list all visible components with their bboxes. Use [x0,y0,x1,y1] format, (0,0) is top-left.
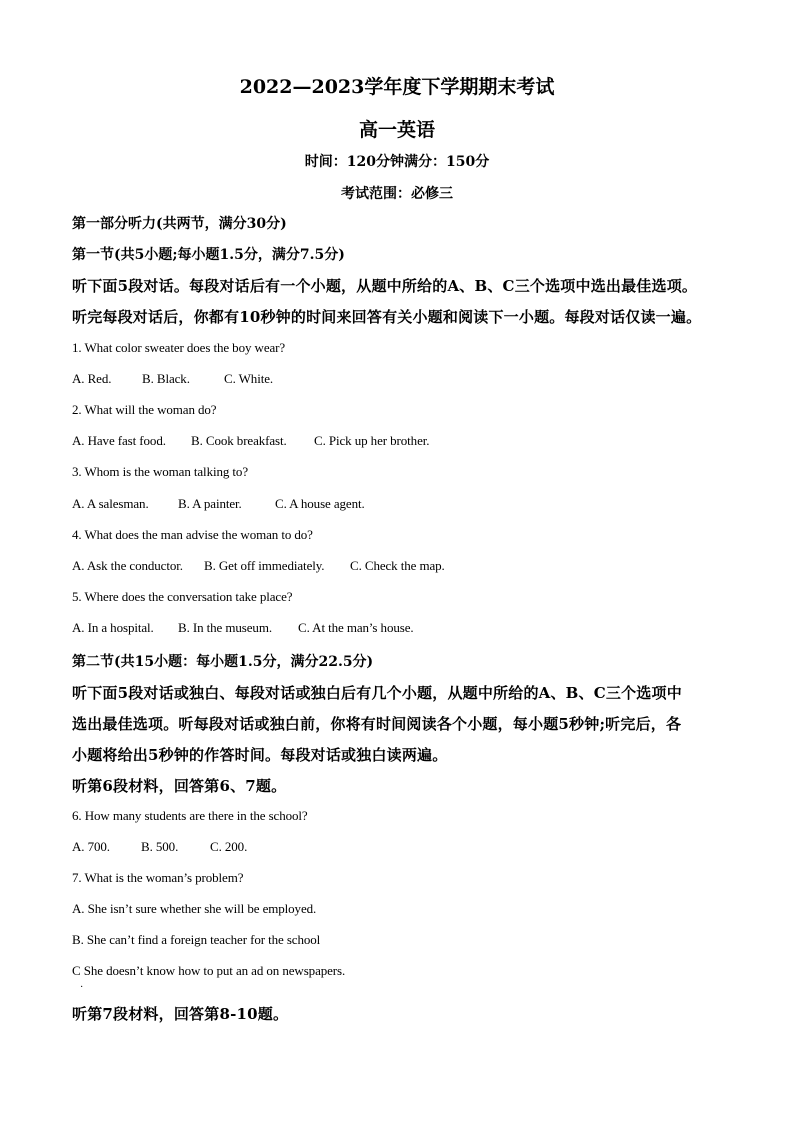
question-stem: 4. What does the man advise the woman to do? [72,527,313,542]
option-c: C. 200. [210,839,248,854]
question-options [72,496,365,512]
exam-scope: 考试范围：必修三 [341,186,453,202]
option-b: B. In the museum. [178,620,272,635]
question-options [72,558,445,574]
question-stem: 6. How many students are there in the school? [72,808,308,823]
question-stem: 7. What is the woman’s problem? [72,870,244,885]
section2-instruction-line3: 小题将给出5秒钟的作答时间。每段对话或独白读两遍。 [72,746,448,764]
option-a: A. A salesman. [72,496,149,511]
section1-instruction-line2: 听完每段对话后，你都有10秒钟的时间来回答有关小题和阅读下一小题。每段对话仅读一遍。 [72,308,702,326]
option-c: C. At the man’s house. [298,620,414,635]
section1-instruction-line1: 听下面5段对话。每段对话后有一个小题，从题中所给的A、B、C三个选项中选出最佳选项。 [72,277,698,295]
exam-title: 2022—2023学年度下学期期末考试 [239,76,555,98]
question-options [72,839,247,855]
material-6-heading: 听第6段材料，回答第6、7题。 [72,777,287,795]
exam-time-info: 时间：120分钟满分：150分 [304,154,490,170]
option-c: C She doesn’t know how to put an ad on newspapers. [72,963,346,978]
question-stem: 3. Whom is the woman talking to? [72,464,249,479]
option-b: B. She can’t find a foreign teacher for the school [72,932,321,947]
question-stem: 5. Where does the conversation take place? [72,589,293,604]
option-c: C. Check the map. [350,558,445,573]
part1-heading: 第一部分听力(共两节，满分30分) [72,216,287,232]
section2-instruction-line1: 听下面5段对话或独白、每段对话或独白后有几个小题，从题中所给的A、B、C三个选项中 [72,684,682,702]
option-a: A. Red. [72,371,112,386]
option-a: A. Have fast food. [72,433,166,448]
section2-heading: 第二节(共15小题：每小题1.5分，满分22.5分) [72,654,374,670]
option-a: A. Ask the conductor. [72,558,183,573]
option-a: A. In a hospital. [72,620,154,635]
question-options [72,433,429,449]
option-b: B. Get off immediately. [204,558,325,573]
stray-dot-mark: · [80,982,84,993]
question-stem: 2. What will the woman do? [72,402,217,417]
option-a: A. She isn’t sure whether she will be employed. [72,901,317,916]
option-b: B. A painter. [178,496,242,511]
option-b: B. Black. [142,371,190,386]
option-c: C. White. [224,371,274,386]
section1-heading: 第一节(共5小题;每小题1.5分，满分7.5分) [72,247,345,263]
option-b: B. Cook breakfast. [191,433,287,448]
question-stem: 1. What color sweater does the boy wear? [72,340,286,355]
option-c: C. Pick up her brother. [314,433,430,448]
question-options [72,371,273,387]
section2-instruction-line2: 选出最佳选项。听每段对话或独白前，你将有时间阅读各个小题，每小题5秒钟;听完后，各 [72,715,682,733]
option-b: B. 500. [141,839,179,854]
material-7-heading: 听第7段材料，回答第8-10题。 [72,1005,289,1023]
question-options [72,620,414,636]
exam-subject: 高一英语 [358,119,435,141]
option-c: C. A house agent. [275,496,365,511]
option-a: A. 700. [72,839,110,854]
